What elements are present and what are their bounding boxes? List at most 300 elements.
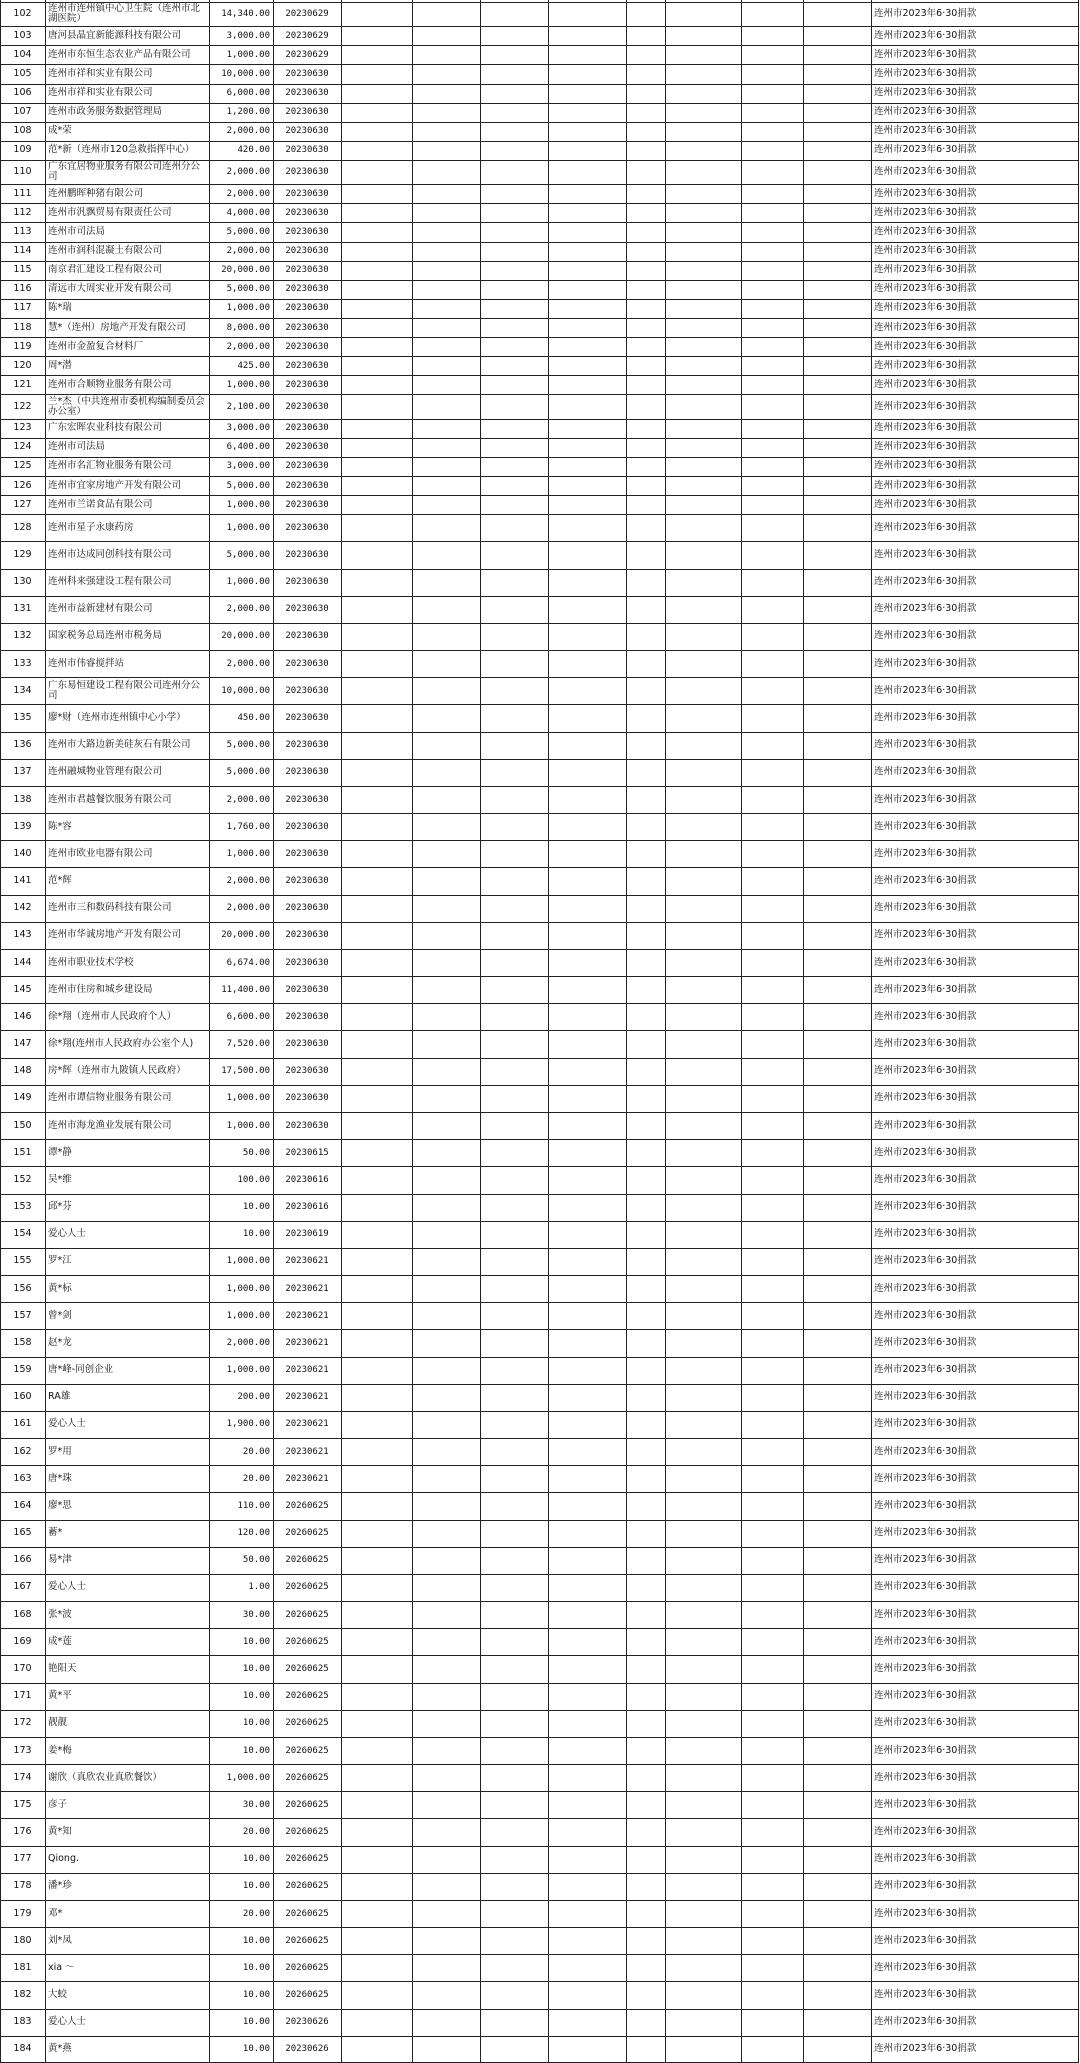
row-number-cell[interactable]: 164 bbox=[13, 1499, 32, 1511]
row-number-cell[interactable]: 104 bbox=[13, 48, 32, 60]
row-number-cell[interactable]: 174 bbox=[13, 1771, 32, 1783]
row-number-cell[interactable]: 167 bbox=[13, 1581, 32, 1593]
row-number-cell[interactable]: 162 bbox=[13, 1445, 32, 1457]
amount-cell[interactable]: 4,000.00 bbox=[226, 207, 270, 218]
amount-cell[interactable]: 1,760.00 bbox=[226, 821, 270, 832]
row-number-cell[interactable]: 160 bbox=[13, 1391, 32, 1403]
note-cell[interactable]: 连州市2023年6·30捐款 bbox=[874, 1146, 977, 1158]
amount-cell[interactable]: 1,000.00 bbox=[226, 499, 270, 510]
date-cell[interactable]: 20230630 bbox=[285, 1093, 329, 1104]
amount-cell[interactable]: 10.00 bbox=[242, 1854, 270, 1865]
note-cell[interactable]: 连州市2023年6·30捐款 bbox=[874, 1309, 977, 1321]
donor-name-cell[interactable]: 连州市伟睿搅拌站 bbox=[48, 657, 125, 669]
date-cell[interactable]: 20230630 bbox=[285, 1120, 329, 1131]
date-cell[interactable]: 20260625 bbox=[285, 1664, 329, 1674]
amount-cell[interactable]: 1,000.00 bbox=[226, 848, 270, 859]
row-number-cell[interactable]: 149 bbox=[13, 1092, 32, 1104]
date-cell[interactable]: 20260625 bbox=[285, 1990, 329, 2001]
amount-cell[interactable]: 2,000.00 bbox=[226, 246, 270, 257]
date-cell[interactable]: 20230630 bbox=[285, 303, 329, 314]
donor-name-cell[interactable]: 谭*静 bbox=[48, 1146, 72, 1158]
donor-name-cell[interactable]: 连州市谭信物业服务有限公司 bbox=[48, 1092, 172, 1104]
row-number-cell[interactable]: 151 bbox=[13, 1146, 32, 1158]
donor-name-cell[interactable]: 连州鹏晖种猪有限公司 bbox=[48, 187, 144, 199]
date-cell[interactable]: 20230630 bbox=[285, 713, 329, 723]
date-cell[interactable]: 20230621 bbox=[285, 1365, 329, 1376]
note-cell[interactable]: 连州市2023年6·30捐款 bbox=[874, 1798, 977, 1810]
note-cell[interactable]: 连州市2023年6·30捐款 bbox=[874, 125, 977, 137]
donor-name-cell[interactable]: 范*新（连州市120急救指挥中心） bbox=[48, 144, 195, 156]
donor-name-cell[interactable]: 连州市海龙渔业发展有限公司 bbox=[48, 1119, 172, 1131]
date-cell[interactable]: 20230621 bbox=[285, 1310, 329, 1321]
amount-cell[interactable]: 1,000.00 bbox=[226, 1256, 270, 1267]
date-cell[interactable]: 20230626 bbox=[285, 2044, 329, 2055]
date-cell[interactable]: 20230621 bbox=[285, 1446, 329, 1457]
row-number-cell[interactable]: 146 bbox=[13, 1010, 32, 1022]
row-number-cell[interactable]: 155 bbox=[13, 1255, 32, 1267]
donor-name-cell[interactable]: 黄*知 bbox=[48, 1826, 72, 1838]
date-cell[interactable]: 20230630 bbox=[285, 68, 329, 79]
row-number-cell[interactable]: 121 bbox=[13, 378, 32, 390]
note-cell[interactable]: 连州市2023年6·30捐款 bbox=[874, 847, 977, 859]
donor-name-cell[interactable]: 爱心人士 bbox=[48, 1581, 87, 1593]
amount-cell[interactable]: 1,000.00 bbox=[226, 1283, 270, 1294]
date-cell[interactable]: 20260625 bbox=[285, 1908, 329, 1919]
row-number-cell[interactable]: 175 bbox=[13, 1798, 32, 1810]
amount-cell[interactable]: 10,000.00 bbox=[221, 68, 270, 79]
row-number-cell[interactable]: 163 bbox=[13, 1472, 32, 1484]
amount-cell[interactable]: 10.00 bbox=[242, 1881, 270, 1892]
row-number-cell[interactable]: 127 bbox=[13, 498, 32, 510]
note-cell[interactable]: 连州市2023年6·30捐款 bbox=[874, 1092, 977, 1104]
row-number-cell[interactable]: 165 bbox=[13, 1527, 32, 1539]
row-number-cell[interactable]: 169 bbox=[13, 1635, 32, 1647]
amount-cell[interactable]: 200.00 bbox=[237, 1392, 270, 1403]
note-cell[interactable]: 连州市2023年6·30捐款 bbox=[874, 1499, 977, 1511]
amount-cell[interactable]: 20.00 bbox=[242, 1446, 270, 1457]
date-cell[interactable]: 20230630 bbox=[285, 821, 329, 832]
amount-cell[interactable]: 50.00 bbox=[242, 1147, 270, 1158]
note-cell[interactable]: 连州市2023年6·30捐款 bbox=[874, 983, 977, 995]
note-cell[interactable]: 连州市2023年6·30捐款 bbox=[874, 875, 977, 887]
amount-cell[interactable]: 3,000.00 bbox=[226, 30, 270, 41]
donor-name-cell[interactable]: 连州市合顺物业服务有限公司 bbox=[48, 378, 172, 390]
donor-name-cell[interactable]: 连州市星子永康药房 bbox=[48, 521, 134, 533]
donor-name-cell[interactable]: 广东宜居物业服务有限公司连州分公司 bbox=[48, 161, 201, 183]
date-cell[interactable]: 20230630 bbox=[285, 1039, 329, 1050]
note-cell[interactable]: 连州市2023年6·30捐款 bbox=[874, 48, 977, 60]
note-cell[interactable]: 连州市2023年6·30捐款 bbox=[874, 2043, 977, 2055]
note-cell[interactable]: 连州市2023年6·30捐款 bbox=[874, 1527, 977, 1539]
row-number-cell[interactable]: 147 bbox=[13, 1038, 32, 1050]
note-cell[interactable]: 连州市2023年6·30捐款 bbox=[874, 739, 977, 751]
date-cell[interactable]: 20230630 bbox=[285, 984, 329, 995]
amount-cell[interactable]: 1,000.00 bbox=[226, 303, 270, 314]
note-cell[interactable]: 连州市2023年6·30捐款 bbox=[874, 225, 977, 237]
amount-cell[interactable]: 10,000.00 bbox=[221, 685, 270, 696]
date-cell[interactable]: 20230615 bbox=[285, 1147, 329, 1158]
donor-name-cell[interactable]: 张*波 bbox=[48, 1608, 72, 1620]
row-number-cell[interactable]: 135 bbox=[13, 712, 32, 723]
row-number-cell[interactable]: 109 bbox=[13, 144, 32, 156]
note-cell[interactable]: 连州市2023年6·30捐款 bbox=[874, 1038, 977, 1050]
note-cell[interactable]: 连州市2023年6·30捐款 bbox=[874, 187, 977, 199]
amount-cell[interactable]: 10.00 bbox=[242, 2017, 270, 2028]
note-cell[interactable]: 连州市2023年6·30捐款 bbox=[874, 1826, 977, 1838]
note-cell[interactable]: 连州市2023年6·30捐款 bbox=[874, 479, 977, 491]
row-number-cell[interactable]: 154 bbox=[13, 1228, 32, 1240]
donor-name-cell[interactable]: 爱心人士 bbox=[48, 1418, 87, 1430]
row-number-cell[interactable]: 159 bbox=[13, 1364, 32, 1376]
row-number-cell[interactable]: 131 bbox=[13, 603, 32, 615]
note-cell[interactable]: 连州市2023年6·30捐款 bbox=[874, 206, 977, 218]
row-number-cell[interactable]: 132 bbox=[13, 630, 32, 642]
amount-cell[interactable]: 1,000.00 bbox=[226, 1120, 270, 1131]
row-number-cell[interactable]: 171 bbox=[13, 1690, 32, 1702]
donor-name-cell[interactable]: 连州市宜家房地产开发有限公司 bbox=[48, 479, 182, 491]
donor-name-cell[interactable]: 唐河县晶宜新能源科技有限公司 bbox=[48, 29, 182, 41]
amount-cell[interactable]: 110.00 bbox=[237, 1500, 270, 1511]
date-cell[interactable]: 20260625 bbox=[285, 1500, 329, 1511]
note-cell[interactable]: 连州市2023年6·30捐款 bbox=[874, 460, 977, 472]
donor-name-cell[interactable]: 廖*思 bbox=[48, 1499, 72, 1511]
row-number-cell[interactable]: 182 bbox=[13, 1989, 32, 2001]
row-number-cell[interactable]: 152 bbox=[13, 1173, 32, 1185]
donor-name-cell[interactable]: 连州市益新建材有限公司 bbox=[48, 603, 153, 615]
row-number-cell[interactable]: 108 bbox=[13, 125, 32, 137]
date-cell[interactable]: 20260625 bbox=[285, 1636, 329, 1647]
note-cell[interactable]: 连州市2023年6·30捐款 bbox=[874, 67, 977, 79]
amount-cell[interactable]: 5,000.00 bbox=[226, 284, 270, 295]
donor-name-cell[interactable]: 连州市三和数码科技有限公司 bbox=[48, 902, 172, 914]
amount-cell[interactable]: 6,000.00 bbox=[226, 88, 270, 99]
note-cell[interactable]: 连州市2023年6·30捐款 bbox=[874, 1065, 977, 1077]
date-cell[interactable]: 20230621 bbox=[285, 1392, 329, 1403]
row-number-cell[interactable]: 123 bbox=[13, 422, 32, 434]
note-cell[interactable]: 连州市2023年6·30捐款 bbox=[874, 548, 977, 560]
amount-cell[interactable]: 1.00 bbox=[248, 1582, 270, 1593]
donor-name-cell[interactable]: 徐*翔(连州市人民政府办公室个人) bbox=[48, 1038, 194, 1050]
amount-cell[interactable]: 1,000.00 bbox=[226, 1093, 270, 1104]
date-cell[interactable]: 20230630 bbox=[285, 740, 329, 751]
note-cell[interactable]: 连州市2023年6·30捐款 bbox=[874, 498, 977, 510]
row-number-cell[interactable]: 144 bbox=[13, 956, 32, 968]
note-cell[interactable]: 连州市2023年6·30捐款 bbox=[874, 956, 977, 968]
date-cell[interactable]: 20230630 bbox=[285, 145, 329, 156]
donor-name-cell[interactable]: 连州市政务服务数据管理局 bbox=[48, 106, 163, 118]
date-cell[interactable]: 20230629 bbox=[285, 30, 329, 41]
date-cell[interactable]: 20230630 bbox=[285, 1066, 329, 1077]
donor-name-cell[interactable]: RA雄 bbox=[48, 1391, 71, 1403]
note-cell[interactable]: 连州市2023年6·30捐款 bbox=[874, 1173, 977, 1185]
row-number-cell[interactable]: 133 bbox=[13, 657, 32, 669]
note-cell[interactable]: 连州市2023年6·30捐款 bbox=[874, 1472, 977, 1484]
note-cell[interactable]: 连州市2023年6·30捐款 bbox=[874, 1934, 977, 1946]
row-number-cell[interactable]: 179 bbox=[13, 1907, 32, 1919]
row-number-cell[interactable]: 161 bbox=[13, 1418, 32, 1430]
note-cell[interactable]: 连州市2023年6·30捐款 bbox=[874, 106, 977, 118]
row-number-cell[interactable]: 124 bbox=[13, 441, 32, 453]
row-number-cell[interactable]: 114 bbox=[13, 245, 32, 257]
donor-name-cell[interactable]: 连州科来强建设工程有限公司 bbox=[48, 576, 172, 588]
donor-name-cell[interactable]: 广东易恒建设工程有限公司连州分公司 bbox=[48, 679, 201, 701]
amount-cell[interactable]: 2,000.00 bbox=[226, 1337, 270, 1348]
date-cell[interactable]: 20230630 bbox=[285, 876, 329, 887]
donor-name-cell[interactable]: 蓄* bbox=[48, 1527, 63, 1539]
donor-name-cell[interactable]: 慧*（连州）房地产开发有限公司 bbox=[48, 321, 186, 333]
note-cell[interactable]: 连州市2023年6·30捐款 bbox=[874, 684, 977, 696]
donor-name-cell[interactable]: 赵*龙 bbox=[48, 1336, 72, 1348]
amount-cell[interactable]: 2,000.00 bbox=[226, 341, 270, 352]
date-cell[interactable]: 20230630 bbox=[285, 631, 329, 642]
row-number-cell[interactable]: 166 bbox=[13, 1554, 32, 1566]
note-cell[interactable]: 连州市2023年6·30捐款 bbox=[874, 793, 977, 805]
date-cell[interactable]: 20230630 bbox=[285, 207, 329, 218]
amount-cell[interactable]: 450.00 bbox=[237, 713, 270, 723]
row-number-cell[interactable]: 111 bbox=[13, 187, 32, 199]
amount-cell[interactable]: 2,000.00 bbox=[226, 604, 270, 615]
date-cell[interactable]: 20230630 bbox=[285, 957, 329, 968]
date-cell[interactable]: 20230621 bbox=[285, 1283, 329, 1294]
date-cell[interactable]: 20230630 bbox=[285, 499, 329, 510]
note-cell[interactable]: 连州市2023年6·30捐款 bbox=[874, 1690, 977, 1702]
amount-cell[interactable]: 3,000.00 bbox=[226, 461, 270, 472]
note-cell[interactable]: 连州市2023年6·30捐款 bbox=[874, 576, 977, 588]
donor-name-cell[interactable]: 连州市润科混凝土有限公司 bbox=[48, 245, 163, 257]
note-cell[interactable]: 连州市2023年6·30捐款 bbox=[874, 1771, 977, 1783]
donor-name-cell[interactable]: 连州市司法局 bbox=[48, 441, 106, 453]
note-cell[interactable]: 连州市2023年6·30捐款 bbox=[874, 1418, 977, 1430]
row-number-cell[interactable]: 113 bbox=[13, 225, 32, 237]
donor-name-cell[interactable]: 连州市达成同创科技有限公司 bbox=[48, 548, 172, 560]
note-cell[interactable]: 连州市2023年6·30捐款 bbox=[874, 1336, 977, 1348]
amount-cell[interactable]: 6,674.00 bbox=[226, 957, 270, 968]
donor-name-cell[interactable]: 成*莲 bbox=[48, 1635, 72, 1647]
note-cell[interactable]: 连州市2023年6·30捐款 bbox=[874, 1364, 977, 1376]
donor-name-cell[interactable]: xia ～ bbox=[48, 1961, 75, 1973]
note-cell[interactable]: 连州市2023年6·30捐款 bbox=[874, 1282, 977, 1294]
date-cell[interactable]: 20260625 bbox=[285, 1582, 329, 1593]
note-cell[interactable]: 连州市2023年6·30捐款 bbox=[874, 1853, 977, 1865]
note-cell[interactable]: 连州市2023年6·30捐款 bbox=[874, 1880, 977, 1892]
row-number-cell[interactable]: 107 bbox=[13, 106, 32, 118]
note-cell[interactable]: 连州市2023年6·30捐款 bbox=[874, 359, 977, 371]
amount-cell[interactable]: 20,000.00 bbox=[221, 930, 270, 941]
note-cell[interactable]: 连州市2023年6·30捐款 bbox=[874, 820, 977, 832]
date-cell[interactable]: 20230630 bbox=[285, 480, 329, 491]
note-cell[interactable]: 连州市2023年6·30捐款 bbox=[874, 1907, 977, 1919]
note-cell[interactable]: 连州市2023年6·30捐款 bbox=[874, 1119, 977, 1131]
row-number-cell[interactable]: 140 bbox=[13, 847, 32, 859]
note-cell[interactable]: 连州市2023年6·30捐款 bbox=[874, 29, 977, 41]
amount-cell[interactable]: 6,400.00 bbox=[226, 442, 270, 453]
donor-name-cell[interactable]: 唐*峰-同创企业 bbox=[48, 1364, 114, 1376]
amount-cell[interactable]: 5,000.00 bbox=[226, 226, 270, 237]
date-cell[interactable]: 20260625 bbox=[285, 1745, 329, 1756]
note-cell[interactable]: 连州市2023年6·30捐款 bbox=[874, 2016, 977, 2028]
donor-name-cell[interactable]: 邱*芬 bbox=[48, 1201, 72, 1213]
note-cell[interactable]: 连州市2023年6·30捐款 bbox=[874, 630, 977, 642]
note-cell[interactable]: 连州市2023年6·30捐款 bbox=[874, 1554, 977, 1566]
amount-cell[interactable]: 14,340.00 bbox=[221, 9, 270, 20]
date-cell[interactable]: 20230630 bbox=[285, 167, 329, 178]
donor-name-cell[interactable]: 陈*瑞 bbox=[48, 302, 72, 314]
donor-name-cell[interactable]: 陈*容 bbox=[48, 820, 72, 832]
row-number-cell[interactable]: 130 bbox=[13, 576, 32, 588]
amount-cell[interactable]: 2,000.00 bbox=[226, 188, 270, 199]
row-number-cell[interactable]: 173 bbox=[13, 1744, 32, 1756]
amount-cell[interactable]: 425.00 bbox=[237, 360, 270, 371]
row-number-cell[interactable]: 141 bbox=[13, 875, 32, 887]
note-cell[interactable]: 连州市2023年6·30捐款 bbox=[874, 1989, 977, 2001]
donor-name-cell[interactable]: 连州市祥和实业有限公司 bbox=[48, 67, 153, 79]
note-cell[interactable]: 连州市2023年6·30捐款 bbox=[874, 144, 977, 156]
donor-name-cell[interactable]: 姜*梅 bbox=[48, 1744, 72, 1756]
note-cell[interactable]: 连州市2023年6·30捐款 bbox=[874, 521, 977, 533]
amount-cell[interactable]: 50.00 bbox=[242, 1555, 270, 1566]
donor-name-cell[interactable]: 南京君汇建设工程有限公司 bbox=[48, 264, 163, 276]
row-number-cell[interactable]: 145 bbox=[13, 983, 32, 995]
donor-name-cell[interactable]: 邓* bbox=[48, 1907, 63, 1919]
date-cell[interactable]: 20230630 bbox=[285, 794, 329, 805]
note-cell[interactable]: 连州市2023年6·30捐款 bbox=[874, 87, 977, 99]
note-cell[interactable]: 连州市2023年6·30捐款 bbox=[874, 712, 977, 723]
amount-cell[interactable]: 2,100.00 bbox=[226, 401, 270, 412]
amount-cell[interactable]: 5,000.00 bbox=[226, 549, 270, 560]
note-cell[interactable]: 连州市2023年6·30捐款 bbox=[874, 766, 977, 778]
amount-cell[interactable]: 10.00 bbox=[242, 1202, 270, 1213]
amount-cell[interactable]: 1,000.00 bbox=[226, 522, 270, 533]
date-cell[interactable]: 20230621 bbox=[285, 1337, 329, 1348]
amount-cell[interactable]: 20,000.00 bbox=[221, 265, 270, 276]
amount-cell[interactable]: 2,000.00 bbox=[226, 167, 270, 178]
note-cell[interactable]: 连州市2023年6·30捐款 bbox=[874, 1961, 977, 1973]
amount-cell[interactable]: 1,000.00 bbox=[226, 577, 270, 588]
donor-name-cell[interactable]: 靓靓 bbox=[48, 1717, 68, 1729]
row-number-cell[interactable]: 181 bbox=[13, 1961, 32, 1973]
donor-name-cell[interactable]: 曾*剑 bbox=[48, 1309, 72, 1321]
note-cell[interactable]: 连州市2023年6·30捐款 bbox=[874, 8, 977, 20]
note-cell[interactable]: 连州市2023年6·30捐款 bbox=[874, 1581, 977, 1593]
row-number-cell[interactable]: 115 bbox=[13, 264, 32, 276]
amount-cell[interactable]: 2,000.00 bbox=[226, 903, 270, 914]
note-cell[interactable]: 连州市2023年6·30捐款 bbox=[874, 302, 977, 314]
amount-cell[interactable]: 1,000.00 bbox=[226, 1365, 270, 1376]
donor-name-cell[interactable]: 易*津 bbox=[48, 1554, 72, 1566]
amount-cell[interactable]: 20.00 bbox=[242, 1473, 270, 1484]
donor-name-cell[interactable]: 罗*江 bbox=[48, 1255, 72, 1267]
donor-name-cell[interactable]: 连州市祥和实业有限公司 bbox=[48, 87, 153, 99]
note-cell[interactable]: 连州市2023年6·30捐款 bbox=[874, 1608, 977, 1620]
date-cell[interactable]: 20230630 bbox=[285, 767, 329, 778]
row-number-cell[interactable]: 126 bbox=[13, 479, 32, 491]
note-cell[interactable]: 连州市2023年6·30捐款 bbox=[874, 166, 977, 178]
row-number-cell[interactable]: 180 bbox=[13, 1934, 32, 1946]
row-number-cell[interactable]: 128 bbox=[13, 521, 32, 533]
date-cell[interactable]: 20230630 bbox=[285, 284, 329, 295]
row-number-cell[interactable]: 118 bbox=[13, 321, 32, 333]
date-cell[interactable]: 20260625 bbox=[285, 1691, 329, 1702]
note-cell[interactable]: 连州市2023年6·30捐款 bbox=[874, 378, 977, 390]
date-cell[interactable]: 20230630 bbox=[285, 322, 329, 333]
date-cell[interactable]: 20230630 bbox=[285, 246, 329, 257]
donor-name-cell[interactable]: 连州市司法局 bbox=[48, 225, 106, 237]
donor-name-cell[interactable]: 连州市欧业电器有限公司 bbox=[48, 847, 153, 859]
donor-name-cell[interactable]: 爱心人士 bbox=[48, 1228, 87, 1240]
row-number-cell[interactable]: 143 bbox=[13, 929, 32, 941]
donor-name-cell[interactable]: 潘*珍 bbox=[48, 1880, 72, 1892]
donor-name-cell[interactable]: 刘*凤 bbox=[48, 1934, 72, 1946]
note-cell[interactable]: 连州市2023年6·30捐款 bbox=[874, 400, 977, 412]
date-cell[interactable]: 20260625 bbox=[285, 1555, 329, 1566]
note-cell[interactable]: 连州市2023年6·30捐款 bbox=[874, 603, 977, 615]
row-number-cell[interactable]: 122 bbox=[13, 400, 32, 412]
date-cell[interactable]: 20230630 bbox=[285, 658, 329, 669]
row-number-cell[interactable]: 158 bbox=[13, 1336, 32, 1348]
donor-name-cell[interactable]: 唐*珠 bbox=[48, 1472, 72, 1484]
amount-cell[interactable]: 20,000.00 bbox=[221, 631, 270, 642]
amount-cell[interactable]: 1,200.00 bbox=[226, 107, 270, 118]
note-cell[interactable]: 连州市2023年6·30捐款 bbox=[874, 264, 977, 276]
donor-name-cell[interactable]: 连州融城物业管理有限公司 bbox=[48, 766, 163, 778]
donor-name-cell[interactable]: 廖*财（连州市连州镇中心小学） bbox=[48, 712, 186, 723]
amount-cell[interactable]: 10.00 bbox=[242, 1691, 270, 1702]
donor-name-cell[interactable]: 连州市金盈复合材料厂 bbox=[48, 340, 144, 352]
date-cell[interactable]: 20260625 bbox=[285, 1799, 329, 1810]
date-cell[interactable]: 20230630 bbox=[285, 549, 329, 560]
row-number-cell[interactable]: 119 bbox=[13, 340, 32, 352]
amount-cell[interactable]: 2,000.00 bbox=[226, 126, 270, 137]
row-number-cell[interactable]: 134 bbox=[13, 684, 32, 696]
amount-cell[interactable]: 10.00 bbox=[242, 1990, 270, 2001]
amount-cell[interactable]: 10.00 bbox=[242, 1718, 270, 1729]
row-number-cell[interactable]: 142 bbox=[13, 902, 32, 914]
row-number-cell[interactable]: 129 bbox=[13, 548, 32, 560]
row-number-cell[interactable]: 148 bbox=[13, 1065, 32, 1077]
date-cell[interactable]: 20230630 bbox=[285, 1011, 329, 1022]
donor-name-cell[interactable]: 连州市名汇物业服务有限公司 bbox=[48, 460, 172, 472]
row-number-cell[interactable]: 136 bbox=[13, 739, 32, 751]
amount-cell[interactable]: 10.00 bbox=[242, 1935, 270, 1946]
amount-cell[interactable]: 10.00 bbox=[242, 1962, 270, 1973]
donor-name-cell[interactable]: 连州市连州镇中心卫生院（连州市北湖医院） bbox=[48, 3, 201, 25]
donor-name-cell[interactable]: 范*辉 bbox=[48, 875, 72, 887]
note-cell[interactable]: 连州市2023年6·30捐款 bbox=[874, 340, 977, 352]
amount-cell[interactable]: 420.00 bbox=[237, 145, 270, 156]
row-number-cell[interactable]: 153 bbox=[13, 1201, 32, 1213]
donor-name-cell[interactable]: 房*辉（连州市九陂镇人民政府） bbox=[48, 1065, 186, 1077]
amount-cell[interactable]: 30.00 bbox=[242, 1799, 270, 1810]
date-cell[interactable]: 20230621 bbox=[285, 1256, 329, 1267]
amount-cell[interactable]: 10.00 bbox=[242, 1664, 270, 1674]
date-cell[interactable]: 20230626 bbox=[285, 2017, 329, 2028]
row-number-cell[interactable]: 117 bbox=[13, 302, 32, 314]
amount-cell[interactable]: 7,520.00 bbox=[226, 1039, 270, 1050]
amount-cell[interactable]: 5,000.00 bbox=[226, 740, 270, 751]
date-cell[interactable]: 20260625 bbox=[285, 1609, 329, 1620]
donor-name-cell[interactable]: 连州市东恒生态农业产品有限公司 bbox=[48, 48, 191, 60]
amount-cell[interactable]: 1,000.00 bbox=[226, 49, 270, 60]
date-cell[interactable]: 20230616 bbox=[285, 1174, 329, 1185]
row-number-cell[interactable]: 168 bbox=[13, 1608, 32, 1620]
date-cell[interactable]: 20230630 bbox=[285, 522, 329, 533]
donor-name-cell[interactable]: 艳阳天 bbox=[48, 1663, 77, 1674]
donor-name-cell[interactable]: 周*潜 bbox=[48, 359, 72, 371]
note-cell[interactable]: 连州市2023年6·30捐款 bbox=[874, 657, 977, 669]
row-number-cell[interactable]: 184 bbox=[13, 2043, 32, 2055]
date-cell[interactable]: 20230630 bbox=[285, 379, 329, 390]
row-number-cell[interactable]: 116 bbox=[13, 283, 32, 295]
